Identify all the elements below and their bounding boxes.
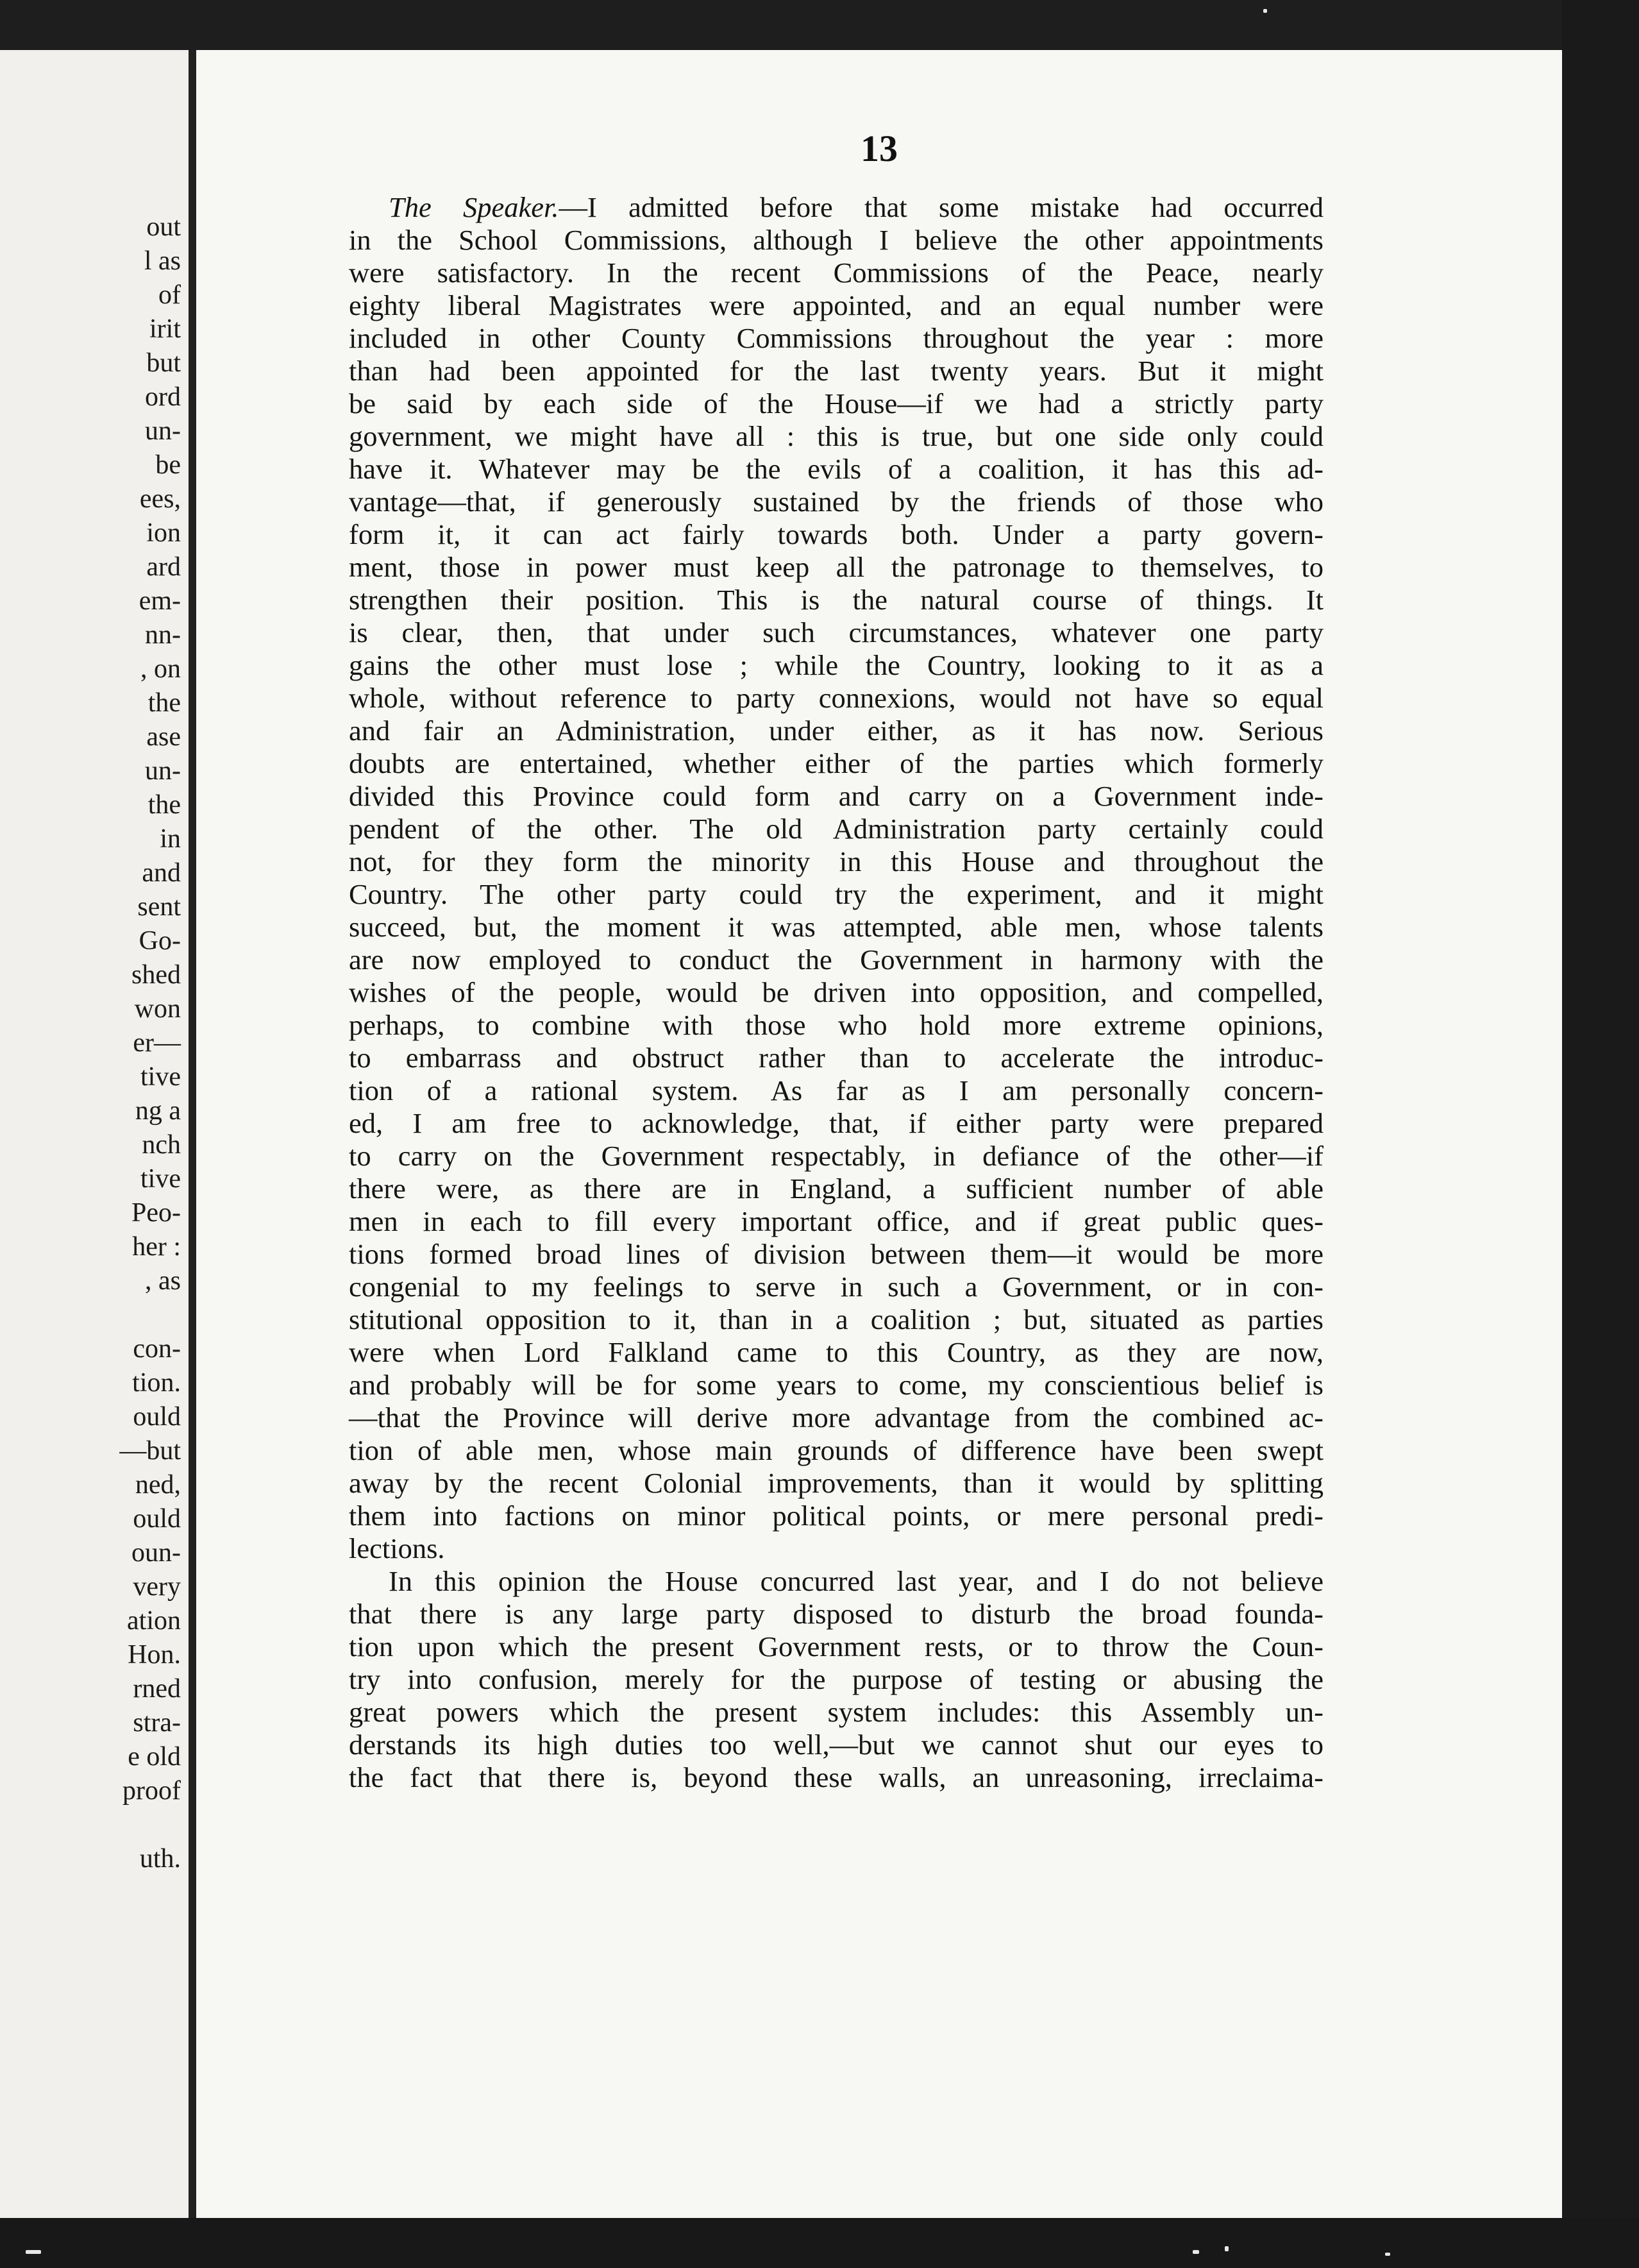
facing-page-line: uth. [139, 1844, 181, 1874]
facing-page-line: be [155, 450, 181, 480]
facing-page-line: proof [122, 1776, 181, 1806]
text-line: and probably will be for some years to come, my conscientious belief is [349, 1369, 1324, 1401]
scan-speck [26, 2250, 41, 2254]
text-line: tion of able men, whose main grounds of difference have been swept [349, 1434, 1324, 1466]
facing-page-line: irit [149, 314, 181, 344]
facing-page-line: in [160, 824, 181, 854]
text-line: and fair an Administration, under either, as it has now. Serious [349, 715, 1324, 747]
text-line: be said by each side of the House—if we had a strictly party [349, 387, 1324, 419]
text-line: vantage—that, if generously sustained by the friends of those who [349, 486, 1324, 518]
facing-page-line: very [133, 1572, 181, 1602]
text-line: tions formed broad lines of division between them—it would be more [349, 1238, 1324, 1270]
facing-page-line: , on [140, 654, 181, 684]
facing-page-line: sent [137, 892, 181, 922]
text-line: in the School Commissions, although I believe the other appointments [349, 224, 1324, 256]
text-line: that there is any large party disposed to disturb the broad founda- [349, 1598, 1324, 1630]
scan-right-border [1562, 0, 1639, 2268]
text-line: great powers which the present system includes: this Assembly un- [349, 1696, 1324, 1728]
text-line: whole, without reference to party connexions, would not have so equal [349, 682, 1324, 714]
facing-page-line: ould [133, 1402, 181, 1432]
body-text [349, 191, 1324, 1794]
text-line: try into confusion, merely for the purpose of testing or abusing the [349, 1663, 1324, 1695]
facing-page-line: but [146, 348, 181, 378]
facing-page-line: shed [131, 960, 181, 990]
text-line: stitutional opposition to it, than in a coalition ; but, situated as parties [349, 1303, 1324, 1335]
facing-page-line: stra- [133, 1708, 181, 1738]
text-line: tion of a rational system. As far as I am personally concern- [349, 1074, 1324, 1106]
page-gutter [189, 50, 196, 2218]
text-line: men in each to fill every important office, and if great public ques- [349, 1205, 1324, 1237]
facing-page-line: em- [139, 586, 181, 616]
text-line: Country. The other party could try the experiment, and it might [349, 878, 1324, 910]
facing-page-line: Peo- [131, 1198, 181, 1228]
text-line: tion upon which the present Government rests, or to throw the Coun- [349, 1630, 1324, 1663]
facing-page-line: con- [133, 1334, 181, 1364]
facing-page-line: ation [127, 1606, 181, 1636]
facing-page-line: of [158, 280, 181, 310]
text-line: succeed, but, the moment it was attempted, able men, whose talents [349, 911, 1324, 943]
facing-page-line: out [146, 212, 181, 242]
scan-speck [1225, 2246, 1229, 2251]
scan-speck [1193, 2250, 1199, 2254]
facing-page-line: tive [140, 1062, 181, 1092]
text-line: the fact that there is, beyond these walls, an unreasoning, irreclaima- [349, 1761, 1324, 1793]
text-line: form it, it can act fairly towards both. Under a party govern- [349, 518, 1324, 550]
text-line: is clear, then, that under such circumstances, whatever one party [349, 616, 1324, 648]
text-line: government, we might have all : this is true, but one side only could [349, 420, 1324, 452]
facing-page-line: e old [128, 1742, 181, 1772]
facing-page-line: oun- [131, 1538, 181, 1568]
text-line: lections. [349, 1532, 445, 1564]
facing-page-line: and [142, 858, 181, 888]
text-line: have it. Whatever may be the evils of a coalition, it has this ad- [349, 453, 1324, 485]
facing-page-line: the [147, 688, 181, 718]
facing-page-line: tion. [132, 1368, 181, 1398]
scan-top-border [0, 0, 1639, 50]
text-line: wishes of the people, would be driven into opposition, and compelled, [349, 976, 1324, 1008]
text-line: derstands its high duties too well,—but we cannot shut our eyes to [349, 1729, 1324, 1761]
facing-page-line [4, 1298, 181, 1332]
facing-page-line: Go- [139, 926, 181, 956]
speaker-name: The Speaker. [389, 191, 559, 223]
facing-page-line: ees, [139, 484, 181, 514]
facing-page-line: er— [133, 1028, 181, 1058]
facing-page-line: ase [146, 722, 181, 752]
text-line: to embarrass and obstruct rather than to accelerate the introduc- [349, 1042, 1324, 1074]
text-line: included in other County Commissions throughout the year : more [349, 322, 1324, 354]
facing-page-line: ned, [135, 1470, 181, 1500]
book-page [196, 50, 1562, 2218]
text-line: eighty liberal Magistrates were appointed, and an equal number were [349, 289, 1324, 321]
scan-speck [1263, 9, 1267, 13]
text-line: strengthen their position. This is the natural course of things. It [349, 584, 1324, 616]
facing-page-line: ould [133, 1504, 181, 1534]
facing-page-line [4, 1808, 181, 1842]
facing-page-line: —but [119, 1436, 181, 1466]
text-line: were satisfactory. In the recent Commissions of the Peace, nearly [349, 257, 1324, 289]
facing-page-line: her : [132, 1232, 181, 1262]
facing-page-line: ng a [135, 1096, 181, 1126]
page-number: 13 [861, 128, 898, 169]
text-line: ed, I am free to acknowledge, that, if either party were prepared [349, 1107, 1324, 1139]
text-line: there were, as there are in England, a sufficient number of able [349, 1172, 1324, 1205]
text-line: doubts are entertained, whether either of the parties which formerly [349, 747, 1324, 779]
facing-page-line: rned [133, 1674, 181, 1704]
facing-page-line: un- [145, 756, 181, 786]
text-line: than had been appointed for the last twenty years. But it might [349, 355, 1324, 387]
text-line: not, for they form the minority in this House and throughout the [349, 845, 1324, 877]
text-line: divided this Province could form and carry on a Government inde- [349, 780, 1324, 812]
facing-page-line: l as [144, 246, 181, 276]
text-line: congenial to my feelings to serve in such a Government, or in con- [349, 1271, 1324, 1303]
text-line: gains the other must lose ; while the Country, looking to it as a [349, 649, 1324, 681]
facing-page-fragment [0, 50, 190, 2218]
facing-page-line: tive [140, 1164, 181, 1194]
text-line: perhaps, to combine with those who hold more extreme opinions, [349, 1009, 1324, 1041]
text-line [349, 191, 1324, 224]
facing-page-line: un- [145, 416, 181, 446]
facing-page-line: , as [145, 1266, 181, 1296]
text-line: to carry on the Government respectably, in defiance of the other—if [349, 1140, 1324, 1172]
facing-page-line: won [134, 994, 181, 1024]
facing-page-line: the [147, 790, 181, 820]
scan-speck [1385, 2253, 1390, 2256]
line-text: —I admitted before that some mistake had occurred [559, 191, 1324, 223]
text-line: In this opinion the House concurred last year, and I do not believe [389, 1565, 1324, 1597]
facing-page-line: nch [142, 1130, 181, 1160]
facing-page-text-column [4, 210, 190, 1876]
text-line: pendent of the other. The old Administration party certainly could [349, 813, 1324, 845]
text-line: —that the Province will derive more advantage from the combined ac- [349, 1401, 1324, 1434]
scan-bottom-border [0, 2218, 1639, 2268]
facing-page-line: nn- [145, 620, 181, 650]
facing-page-line: ard [146, 552, 181, 582]
text-line: were when Lord Falkland came to this Country, as they are now, [349, 1336, 1324, 1368]
text-line: away by the recent Colonial improvements, than it would by splitting [349, 1467, 1324, 1499]
text-line: ment, those in power must keep all the patronage to themselves, to [349, 551, 1324, 583]
facing-page-line: Hon. [128, 1640, 181, 1670]
facing-page-line: ion [146, 518, 181, 548]
text-line: are now employed to conduct the Government in harmony with the [349, 944, 1324, 976]
text-line: them into factions on minor political points, or mere personal predi- [349, 1500, 1324, 1532]
facing-page-line: ord [145, 382, 181, 412]
